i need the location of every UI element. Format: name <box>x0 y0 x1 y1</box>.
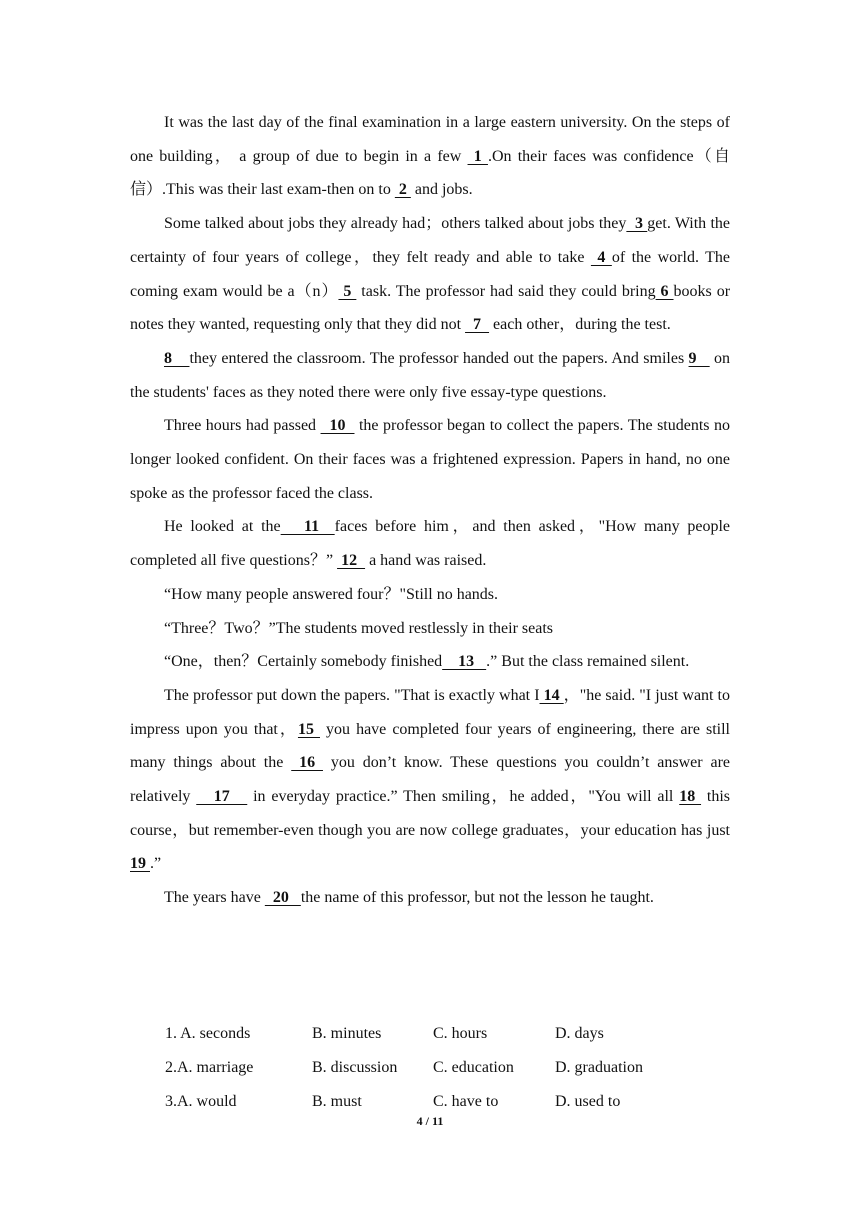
answer-blank: 12 <box>337 552 366 570</box>
paragraph-text: The professor put down the papers. "That is exactly what I <box>164 686 540 704</box>
paragraph <box>130 645 730 679</box>
paragraph <box>130 207 730 342</box>
answer-blank: 3 <box>626 215 648 233</box>
option-choice: D. graduation <box>555 1059 643 1076</box>
option-row <box>165 1022 725 1046</box>
answer-blank: 4 <box>590 248 612 266</box>
option-choice: C. hours <box>433 1025 488 1042</box>
answer-blank: 5 <box>338 282 357 300</box>
paragraph-text: and jobs. <box>410 181 473 199</box>
paragraph-text: on the students' faces as they noted there were only five essay-type questions. <box>130 349 731 401</box>
paragraph-text: this course，but remember-even though you are now college graduates，your education has just <box>130 788 730 839</box>
answer-blank: 8 <box>164 349 190 367</box>
paragraph-text: faces before him，and then asked，"How many people completed all five questions？” <box>130 518 730 570</box>
option-choice: B. minutes <box>312 1025 382 1042</box>
paragraph-text: a hand was raised. <box>365 552 487 570</box>
answer-blank: 6 <box>655 282 674 300</box>
paragraph-text: .On their faces was confidence（自信）.This was their last exam-then on to <box>130 147 730 199</box>
answer-blank: 16 <box>291 754 323 772</box>
paragraph-text: Some talked about jobs they already had；others talked about jobs they <box>164 215 627 233</box>
paragraph-text: task. The professor had said they could bring <box>356 282 656 300</box>
paragraph-text: in everyday practice.” Then smiling，he added，"You will all <box>247 788 680 806</box>
paragraph <box>130 106 730 207</box>
page-number: 4 / 11 <box>416 1114 444 1128</box>
option-choice: C. education <box>433 1059 514 1076</box>
answer-blank: 15 <box>297 720 320 738</box>
answer-blank: 2 <box>394 181 411 199</box>
paragraph-text: they entered the classroom. The professor handed out the papers. And smiles <box>189 349 689 367</box>
answer-blank: 10 <box>320 417 355 435</box>
paragraph <box>130 409 730 510</box>
paragraph-text: .” But the class remained silent. <box>486 653 690 671</box>
paragraph <box>130 578 730 612</box>
paragraph-text: “One，then？Certainly somebody finished <box>164 653 443 671</box>
answer-blank: 19 <box>130 855 150 873</box>
option-row <box>165 1056 725 1080</box>
option-choice: D. used to <box>555 1093 621 1110</box>
paragraph <box>130 881 730 915</box>
paragraph <box>130 679 730 881</box>
paragraph-text: of the world. The coming exam would be a（n） <box>130 248 730 300</box>
paragraph-text: .” <box>150 855 162 873</box>
paragraph-text: books or notes they wanted, requesting only that they did not <box>130 282 731 334</box>
paragraph-text: “How many people answered four？"Still no hands. <box>164 585 499 603</box>
option-choice: D. days <box>555 1025 604 1042</box>
paragraph-text: It was the last day of the final examination in a large eastern university. On the steps of one building， a group of due to begin in a few <box>130 114 730 165</box>
option-choice: 3.A. would <box>165 1093 237 1110</box>
answer-blank: 11 <box>280 518 335 536</box>
option-choice: 1. A. seconds <box>165 1025 251 1042</box>
paragraph-text: get. With the certainty of four years of college，they felt ready and able to take <box>130 215 731 266</box>
paragraph-text: Three hours had passed <box>164 417 321 435</box>
paragraph-text: He looked at the <box>164 518 281 536</box>
option-choice: 2.A. marriage <box>165 1059 254 1076</box>
answer-blank: 13 <box>442 653 487 671</box>
paragraph-text: the professor began to collect the papers. The students no longer looked confident. On their faces was a frightened expression. Papers in hand, no one spoke as the professor faced the class. <box>130 417 731 502</box>
answer-blank: 9 <box>688 349 710 367</box>
paragraph <box>130 612 730 646</box>
paragraph-text: “Three？Two？”The students moved restlessly in their seats <box>164 619 554 637</box>
answer-blank: 17 <box>196 788 248 806</box>
paragraph-text: ，"he said. "I just want to impress upon you that， <box>130 686 730 738</box>
paragraph-text: The years have <box>164 889 265 907</box>
paragraph-text: you don’t know. These questions you couldn’t answer are relatively <box>130 754 731 806</box>
answer-blank: 20 <box>264 889 301 907</box>
paragraph <box>130 342 730 409</box>
answer-blank: 1 <box>467 147 488 165</box>
option-choice: C. have to <box>433 1093 499 1110</box>
paragraph-text: each other，during the test. <box>489 316 671 334</box>
option-choice: B. must <box>312 1093 362 1110</box>
answer-blank: 7 <box>465 316 490 334</box>
option-choice: B. discussion <box>312 1059 398 1076</box>
answer-blank: 14 <box>539 686 564 704</box>
paragraph <box>130 510 730 577</box>
option-row <box>165 1090 725 1114</box>
answer-blank: 18 <box>679 788 702 806</box>
paragraph-text: you have completed four years of engineering, there are still many things about the <box>130 720 730 772</box>
paragraph-text: the name of this professor, but not the lesson he taught. <box>300 889 654 907</box>
passage <box>130 106 730 915</box>
